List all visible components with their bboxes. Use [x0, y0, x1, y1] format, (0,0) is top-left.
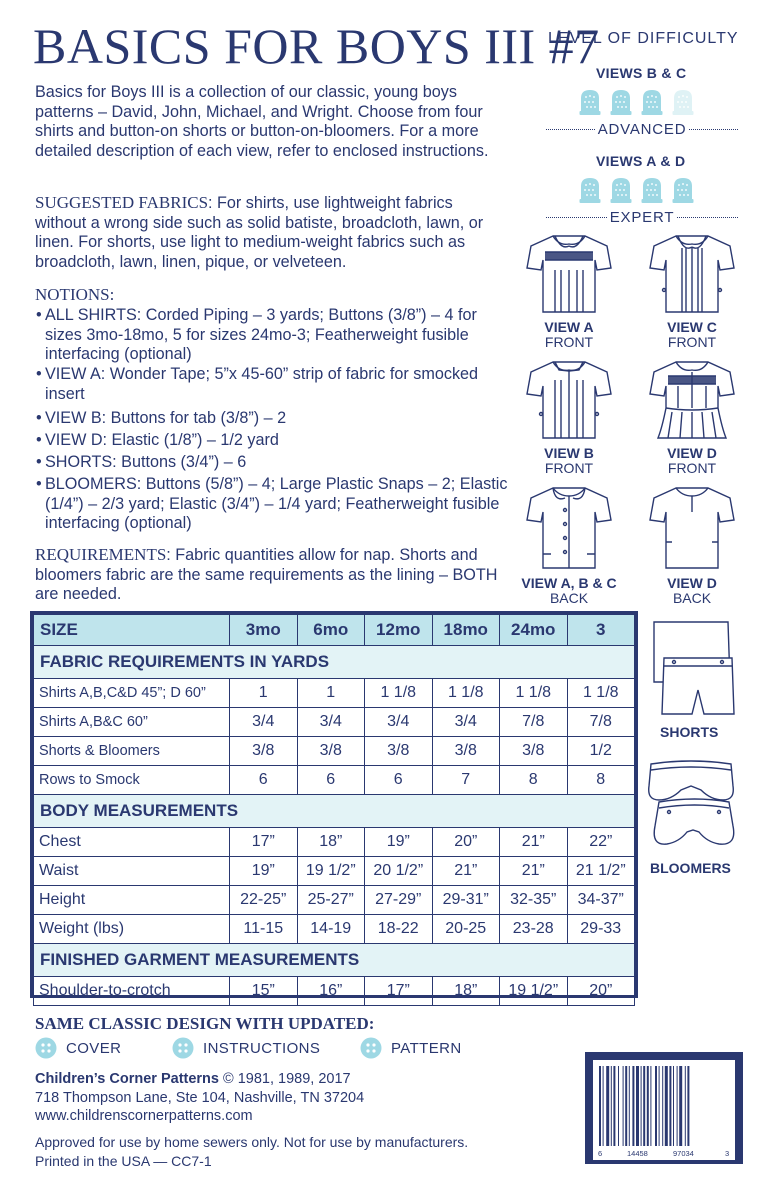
table-cell: 3/8 — [500, 737, 568, 766]
size-header: SIZE — [34, 615, 230, 646]
table-cell: 29-31” — [432, 886, 500, 915]
table-cell: 3/4 — [432, 708, 500, 737]
table-cell: 19” — [365, 828, 433, 857]
table-cell: 7/8 — [500, 708, 568, 737]
section-row — [34, 646, 635, 679]
section-title: FABRIC REQUIREMENTS IN YARDS — [34, 646, 635, 679]
requirements-heading: REQUIREMENTS — [35, 545, 167, 564]
printed-text: Printed in the USA — CC7-1 — [35, 1152, 212, 1169]
updated-heading: SAME CLASSIC DESIGN WITH UPDATED: — [35, 1014, 375, 1033]
view-a-front-illustration — [525, 230, 613, 316]
table-cell: 21” — [500, 828, 568, 857]
table-row — [34, 886, 635, 915]
button-icon — [172, 1037, 194, 1059]
table-cell: 6 — [365, 766, 433, 795]
table-cell: 3/4 — [230, 708, 298, 737]
table-cell: 8 — [500, 766, 568, 795]
view-caption: VIEW A FRONT — [544, 319, 594, 350]
row-label: Shirts A,B,C&D 45”; D 60” — [34, 679, 230, 708]
barcode-digits-2: 97034 — [673, 1149, 694, 1158]
table-cell: 20 1/2” — [365, 857, 433, 886]
table-cell: 1 1/8 — [567, 679, 635, 708]
notion-item: • VIEW B: Buttons for tab (3/8”) – 2 — [36, 409, 287, 427]
difficulty-views-label: VIEWS B & C — [596, 65, 687, 81]
size-header-row — [34, 615, 635, 646]
barcode-digit-left: 6 — [598, 1149, 603, 1158]
table-cell: 1 — [297, 679, 365, 708]
fabrics-text: : For shirts, use lightweight fabrics without a wrong side such as solid batiste, broadcloth, lawn, or linen. For shorts, use light to medium-weight fabrics such as broadcloth, lawn, linen, pique, or velveteen. — [35, 194, 484, 271]
view-d-front-illustration — [648, 356, 736, 442]
table-cell: 3/8 — [230, 737, 298, 766]
table-cell: 17” — [230, 828, 298, 857]
notion-item: • BLOOMERS: Buttons (5/8”) – 4; Large Plastic Snaps – 2; Elastic (1/4”) – 2/3 yard; Elastic (3/4”) – 1/4 yard; Featherweight fusible interfacing (optional) — [36, 475, 508, 533]
table-cell: 14-19 — [297, 915, 365, 944]
difficulty-level: ADVANCED — [546, 121, 738, 138]
thimble-icon — [609, 88, 633, 116]
bloomers-label: BLOOMERS — [650, 860, 731, 876]
table-cell: 21” — [500, 857, 568, 886]
thimble-icon — [609, 176, 633, 204]
table-cell: 29-33 — [567, 915, 635, 944]
view-caption: VIEW A, B & C BACK — [521, 575, 617, 606]
size-chart — [30, 611, 638, 998]
view-abc-back-illustration — [525, 482, 613, 572]
section-row — [34, 944, 635, 977]
updated-item-cover: COVER — [35, 1037, 121, 1059]
thimble-icon — [578, 176, 602, 204]
row-label: Rows to Smock — [34, 766, 230, 795]
table-row — [34, 737, 635, 766]
thimble-icon — [671, 88, 695, 116]
size-column-header: 6mo — [297, 615, 365, 646]
notion-item: • VIEW A: Wonder Tape; 5”x 45-60” strip of fabric for smocked insert — [36, 365, 479, 403]
bloomers-illustration — [645, 756, 737, 852]
thimble-rating — [578, 176, 695, 204]
table-cell: 7/8 — [567, 708, 635, 737]
publisher-name: Children’s Corner Patterns — [35, 1071, 219, 1087]
table-cell: 18” — [297, 828, 365, 857]
table-row — [34, 708, 635, 737]
difficulty-title: LEVEL OF DIFFICULTY — [548, 30, 739, 47]
size-column-header: 12mo — [365, 615, 433, 646]
publisher-address: 718 Thompson Lane, Ste 104, Nashville, TN 37204 — [35, 1089, 365, 1106]
size-column-header: 24mo — [500, 615, 568, 646]
button-icon — [35, 1037, 57, 1059]
table-row — [34, 915, 635, 944]
shorts-label: SHORTS — [660, 724, 719, 740]
button-icon — [360, 1037, 382, 1059]
table-cell: 1/2 — [567, 737, 635, 766]
table-cell: 17” — [365, 977, 433, 1006]
suggested-fabrics — [35, 193, 505, 272]
table-row — [34, 828, 635, 857]
publisher-info — [35, 1070, 364, 1126]
table-cell: 3/4 — [297, 708, 365, 737]
row-label: Shorts & Bloomers — [34, 737, 230, 766]
difficulty-views-label: VIEWS A & D — [596, 153, 686, 169]
table-cell: 8 — [567, 766, 635, 795]
requirements — [35, 545, 505, 605]
table-row — [34, 679, 635, 708]
table-cell: 19” — [230, 857, 298, 886]
page-title: BASICS FOR BOYS III #7 — [33, 18, 600, 74]
table-cell: 20-25 — [432, 915, 500, 944]
approved-text: Approved for use by home sewers only. Not for use by manufacturers. — [35, 1134, 469, 1150]
table-cell: 19 1/2” — [500, 977, 568, 1006]
notion-item: • ALL SHIRTS: Corded Piping – 3 yards; Buttons (3/8”) – 4 for sizes 3mo-18mo, 5 for sizes 24mo-3; Featherweight fusible interfacing (optional) — [36, 306, 477, 364]
barcode — [585, 1052, 743, 1164]
table-cell: 3/4 — [365, 708, 433, 737]
view-b-front-illustration — [525, 356, 613, 442]
notions-heading: NOTIONS: — [35, 285, 115, 304]
view-caption: VIEW C FRONT — [667, 319, 717, 350]
table-row — [34, 977, 635, 1006]
table-cell: 11-15 — [230, 915, 298, 944]
table-cell: 20” — [432, 828, 500, 857]
updated-item-instructions: INSTRUCTIONS — [172, 1037, 320, 1059]
table-cell: 32-35” — [500, 886, 568, 915]
row-label: Shoulder-to-crotch — [34, 977, 230, 1006]
row-label: Weight (lbs) — [34, 915, 230, 944]
row-label: Waist — [34, 857, 230, 886]
row-label: Height — [34, 886, 230, 915]
row-label: Chest — [34, 828, 230, 857]
table-cell: 1 — [230, 679, 298, 708]
table-cell: 16” — [297, 977, 365, 1006]
thimble-icon — [640, 88, 664, 116]
notion-item: • VIEW D: Elastic (1/8”) – 1/2 yard — [36, 431, 279, 449]
notion-item: • SHORTS: Buttons (3/4”) – 6 — [36, 453, 247, 471]
view-caption: VIEW D FRONT — [667, 445, 717, 476]
table-cell: 25-27” — [297, 886, 365, 915]
table-cell: 3/8 — [432, 737, 500, 766]
barcode-digits-1: 14458 — [627, 1149, 648, 1158]
table-cell: 18-22 — [365, 915, 433, 944]
table-cell: 6 — [230, 766, 298, 795]
copyright: © 1981, 1989, 2017 — [218, 1071, 351, 1087]
shorts-illustration — [648, 618, 736, 718]
size-column-header: 3 — [567, 615, 635, 646]
table-cell: 20” — [567, 977, 635, 1006]
table-cell: 6 — [297, 766, 365, 795]
updated-item-pattern: PATTERN — [360, 1037, 462, 1059]
table-cell: 34-37” — [567, 886, 635, 915]
section-row — [34, 795, 635, 828]
size-column-header: 18mo — [432, 615, 500, 646]
table-cell: 21” — [432, 857, 500, 886]
barcode-digit-right: 3 — [725, 1149, 730, 1158]
legal-notice — [35, 1133, 468, 1170]
table-cell: 3/8 — [297, 737, 365, 766]
section-title: BODY MEASUREMENTS — [34, 795, 635, 828]
view-d-back-illustration — [648, 482, 736, 572]
table-cell: 3/8 — [365, 737, 433, 766]
fabrics-heading: SUGGESTED FABRICS — [35, 193, 209, 212]
table-row — [34, 766, 635, 795]
size-column-header: 3mo — [230, 615, 298, 646]
publisher-website: www.childrenscornerpatterns.com — [35, 1108, 253, 1124]
thimble-icon — [578, 88, 602, 116]
table-cell: 1 1/8 — [500, 679, 568, 708]
thimble-rating — [578, 88, 695, 116]
table-cell: 15” — [230, 977, 298, 1006]
table-cell: 23-28 — [500, 915, 568, 944]
table-cell: 19 1/2” — [297, 857, 365, 886]
table-cell: 18” — [432, 977, 500, 1006]
table-row — [34, 857, 635, 886]
table-cell: 1 1/8 — [432, 679, 500, 708]
table-cell: 22” — [567, 828, 635, 857]
row-label: Shirts A,B&C 60” — [34, 708, 230, 737]
thimble-icon — [671, 176, 695, 204]
difficulty-level: EXPERT — [546, 209, 738, 226]
view-c-front-illustration — [648, 230, 736, 316]
thimble-icon — [640, 176, 664, 204]
table-cell: 22-25” — [230, 886, 298, 915]
intro-text: Basics for Boys III is a collection of our classic, young boys patterns – David, John, Michael, and Wright. Choose from four shirts and button-on shorts or button-on-bloomers. For a more detailed description of each view, refer to enclosed instructions. — [35, 83, 489, 160]
table-cell: 21 1/2” — [567, 857, 635, 886]
view-caption: VIEW B FRONT — [544, 445, 594, 476]
requirements-text: : Fabric quantities allow for nap. Shorts and bloomers fabric are the same requirements as the lining – BOTH are needed. — [35, 546, 498, 604]
section-title: FINISHED GARMENT MEASUREMENTS — [34, 944, 635, 977]
view-caption: VIEW D BACK — [667, 575, 717, 606]
table-cell: 27-29” — [365, 886, 433, 915]
table-cell: 7 — [432, 766, 500, 795]
table-cell: 1 1/8 — [365, 679, 433, 708]
